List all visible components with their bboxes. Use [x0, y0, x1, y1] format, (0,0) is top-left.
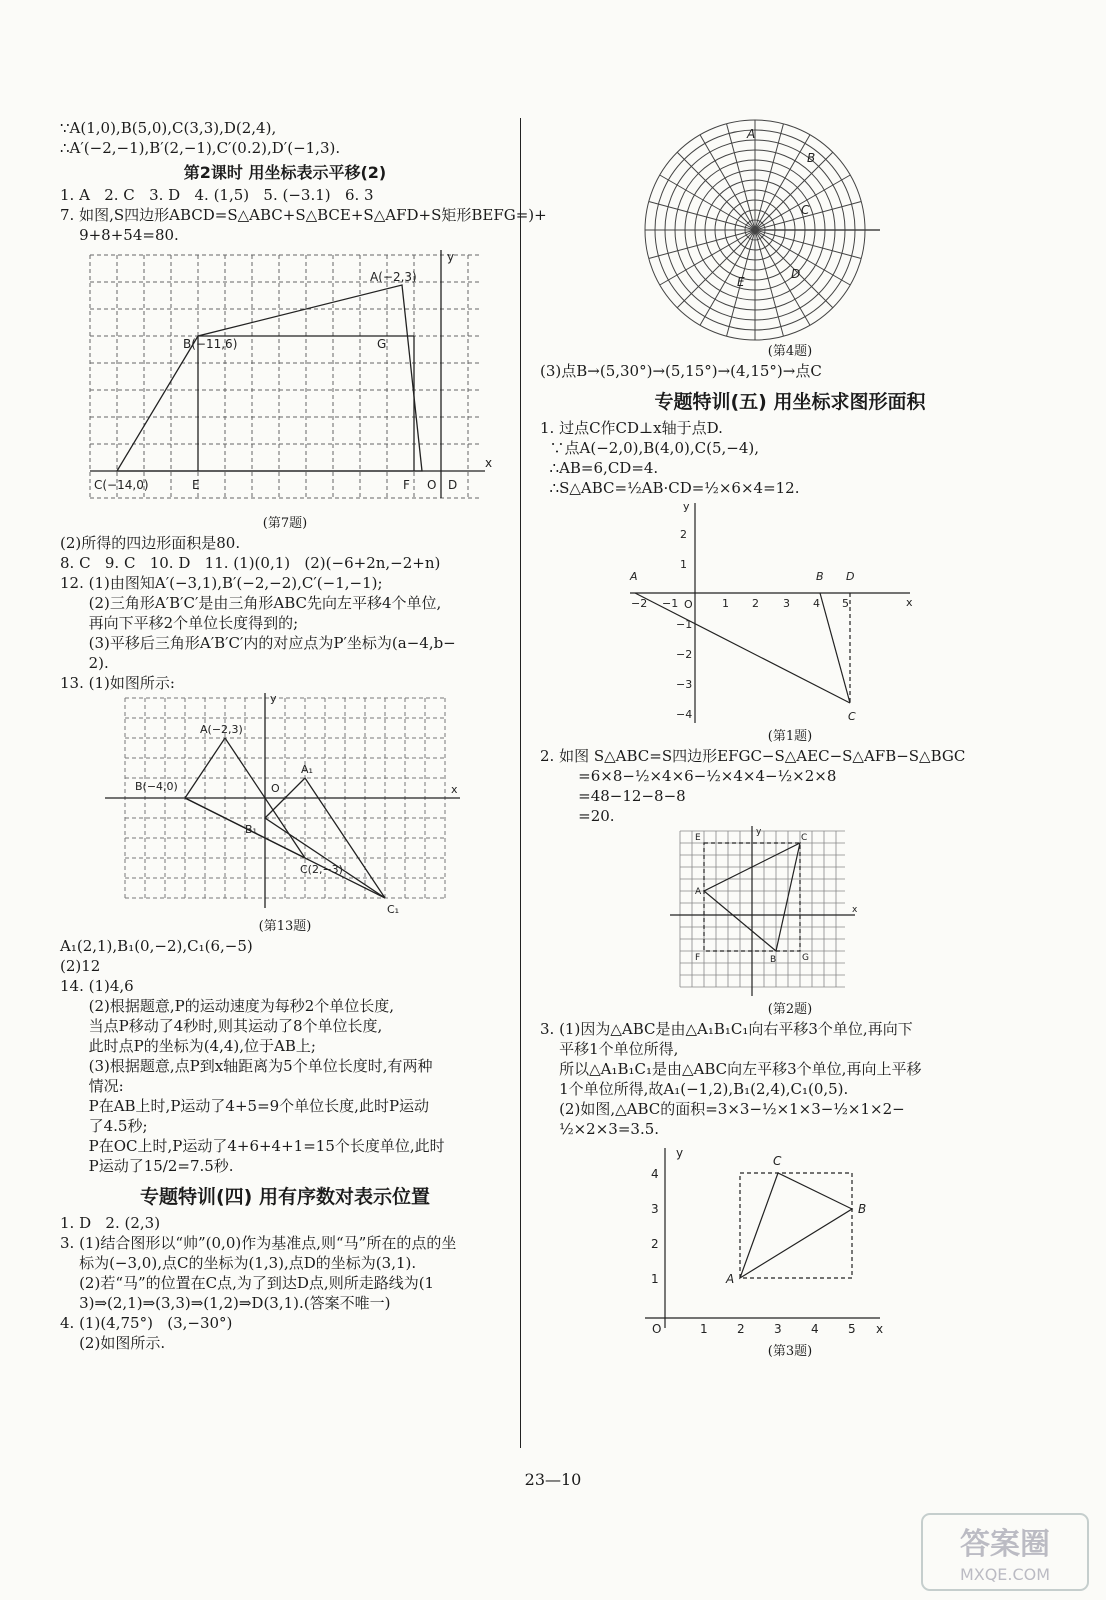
text-line: A₁(2,1),B₁(0,−2),C₁(6,−5)	[60, 937, 253, 955]
fig2-label: A	[695, 887, 702, 897]
polar-ray	[755, 230, 810, 325]
text-line: (2)根据题意,P的运动速度为每秒2个单位长度,	[60, 997, 395, 1015]
fig3-tick: 5	[848, 1322, 856, 1336]
figure-13	[105, 693, 465, 918]
text-line: 2. 如图 S△ABC=S四边形EFGC−S△AEC−S△AFB−S△BGC	[540, 747, 966, 765]
column-divider	[520, 118, 521, 1448]
text-line: ∴S△ABC=½AB·CD=½×6×4=12.	[540, 479, 800, 497]
text-line: 12. (1)由图知A′(−3,1),B′(−2,−2),C′(−1,−1);	[60, 574, 383, 592]
svg-text:答案圈: 答案圈	[960, 1527, 1050, 1562]
polar-ray	[677, 230, 755, 308]
text-line: 3)⇒(2,1)⇒(3,3)⇒(1,2)⇒D(3,1).(答案不唯一)	[60, 1294, 391, 1312]
fig1-label: y	[683, 500, 690, 513]
section-title: 第2课时 用坐标表示平移(2)	[183, 163, 387, 182]
fig1-label: C	[848, 710, 856, 723]
fig7-label: A(−2,3)	[370, 270, 417, 284]
text-line: P在OC上时,P运动了4+6+4+1=15个长度单位,此时	[60, 1137, 445, 1155]
fig7-label: B(−11,6)	[183, 337, 238, 351]
fig7-label: C(−14,0)	[94, 478, 149, 492]
text-line: =20.	[540, 807, 615, 825]
special-section-title: 专题特训(五) 用坐标求图形面积	[654, 391, 926, 413]
text-line: =6×8−½×4×6−½×4×4−½×2×8	[540, 767, 837, 785]
text-line: 2).	[60, 654, 109, 672]
fig4-label: B	[807, 151, 816, 165]
fig3-tick: 2	[651, 1237, 659, 1251]
fig4-label: E	[737, 275, 745, 289]
text-line: 标为(−3,0),点C的坐标为(1,3),点D的坐标为(3,1).	[60, 1254, 417, 1272]
fig4-label: D	[791, 267, 801, 281]
fig7-label: x	[485, 456, 493, 470]
fig1-label: x	[906, 596, 913, 609]
text-line: ½×2×3=3.5.	[540, 1120, 660, 1138]
fig13-label: A₁	[301, 763, 313, 776]
left-column	[60, 118, 547, 1353]
figure-caption: (第13题)	[258, 919, 312, 934]
fig13-label: B(−4,0)	[135, 780, 178, 793]
text-line: ∴A′(−2,−1),B′(2,−1),C′(0.2),D′(−1,3).	[60, 139, 341, 157]
fig7-label: O	[427, 478, 437, 492]
figure-caption: (第2题)	[767, 1002, 813, 1017]
text-line: (2)所得的四边形面积是80.	[60, 534, 241, 552]
text-line: (3)点B→(5,30°)→(5,15°)→(4,15°)→点C	[540, 362, 822, 380]
text-line: 所以△A₁B₁C₁是由△ABC向左平移3个单位,再向上平移	[540, 1060, 922, 1078]
fig1-tick: −1	[676, 618, 693, 631]
figure-1	[620, 498, 920, 728]
text-line: (2)如图,△ABC的面积=3×3−½×1×3−½×1×2−	[540, 1100, 905, 1118]
text-line: (2)12	[60, 957, 101, 975]
text-line: 1. D 2. (2,3)	[60, 1214, 161, 1232]
fig13-label: A(−2,3)	[200, 723, 243, 736]
fig2-label: F	[695, 953, 701, 963]
fig3-tick: 2	[737, 1322, 745, 1336]
fig3-tick: 1	[700, 1322, 708, 1336]
fig1-tick: 3	[783, 597, 790, 610]
text-line: 此时点P的坐标为(4,4),位于AB上;	[60, 1037, 316, 1055]
fig4-label: C	[801, 203, 810, 217]
fig13-label: C(2,−3)	[300, 863, 343, 876]
watermark-logo	[920, 1512, 1090, 1592]
figure-caption: (第4题)	[767, 344, 813, 359]
figure-4	[635, 118, 935, 343]
fig7-label: G	[377, 337, 387, 351]
text-line: (3)根据题意,点P到x轴距离为5个单位长度时,有两种	[60, 1057, 433, 1075]
svg-text:MXQE.COM: MXQE.COM	[959, 1565, 1051, 1584]
text-line: 13. (1)如图所示:	[60, 674, 175, 692]
fig1-tick: −2	[631, 597, 648, 610]
page-number: 23—10	[524, 1470, 582, 1489]
text-line: 了4.5秒;	[60, 1117, 148, 1135]
fig1-tick: −3	[676, 678, 693, 691]
fig3-tick: 3	[651, 1202, 659, 1216]
fig3-label: y	[676, 1146, 684, 1160]
text-line: 4. (1)(4,75°) (3,−30°)	[60, 1314, 233, 1332]
text-line: 1个单位所得,故A₁(−1,2),B₁(2,4),C₁(0,5).	[540, 1080, 849, 1098]
fig1-tick: 1	[722, 597, 729, 610]
polar-ray	[755, 152, 833, 230]
fig1-tick: −2	[676, 648, 693, 661]
polar-ray	[700, 135, 755, 230]
fig7-label: D	[448, 478, 458, 492]
polar-ray	[660, 175, 755, 230]
polar-ray	[677, 152, 755, 230]
fig3-label: C	[773, 1154, 782, 1168]
right-column	[540, 118, 1040, 1361]
fig3-tick: 4	[811, 1322, 819, 1336]
fig2-label: y	[756, 827, 762, 837]
fig2-label: C	[801, 833, 808, 843]
fig2-label: E	[695, 833, 701, 843]
fig1-tick: 4	[813, 597, 820, 610]
polar-ray	[755, 230, 850, 285]
fig13-label: x	[451, 783, 458, 796]
fig2-label: x	[852, 905, 858, 915]
figure-caption: (第3题)	[767, 1344, 813, 1359]
text-line: 3. (1)因为△ABC是由△A₁B₁C₁向右平移3个单位,再向下	[540, 1020, 913, 1038]
fig3-label: B	[858, 1202, 867, 1216]
text-line: 8. C 9. C 10. D 11. (1)(0,1) (2)(−6+2n,−2+n)	[60, 554, 441, 572]
text-line: 1. A 2. C 3. D 4. (1,5) 5. (−3.1) 6. 3	[60, 186, 374, 204]
fig1-tick: −1	[662, 597, 679, 610]
fig2-label: B	[770, 955, 777, 965]
figure-3	[620, 1143, 890, 1343]
text-line: ∵A(1,0),B(5,0),C(3,3),D(2,4),	[60, 119, 277, 137]
text-line: 1. 过点C作CD⊥x轴于点D.	[540, 419, 723, 437]
text-line: 当点P移动了4秒时,则其运动了8个单位长度,	[60, 1017, 383, 1035]
fig3-label: O	[652, 1322, 662, 1336]
fig1-tick: 1	[680, 558, 687, 571]
figure-caption: (第1题)	[767, 729, 813, 744]
text-line: 14. (1)4,6	[60, 977, 134, 995]
fig7-label: y	[447, 250, 455, 264]
figure-caption: (第7题)	[262, 516, 308, 531]
fig1-tick: 5	[842, 597, 849, 610]
fig1-label: O	[684, 598, 693, 611]
fig7-label: F	[403, 478, 410, 492]
fig3-tick: 3	[774, 1322, 782, 1336]
fig1-tick: 2	[752, 597, 759, 610]
text-line: ∵点A(−2,0),B(4,0),C(5,−4),	[540, 439, 759, 457]
text-line: =48−12−8−8	[540, 787, 686, 805]
fig3-label: x	[876, 1322, 884, 1336]
fig3-tick: 4	[651, 1167, 659, 1181]
fig1-label: A	[630, 570, 638, 583]
text-line: 3. (1)结合图形以“帅”(0,0)作为基准点,则“马”所在的点的坐	[60, 1234, 457, 1252]
figure-2	[665, 826, 865, 1001]
fig4-label: A	[747, 127, 756, 141]
text-line: 7. 如图,S四边形ABCD=S△ABC+S△BCE+S△AFD+S矩形BEFG=)+	[60, 206, 547, 224]
text-line: (2)三角形A′B′C′是由三角形ABC先向左平移4个单位,	[60, 594, 442, 612]
fig1-label: B	[816, 570, 824, 583]
text-line: 平移1个单位所得,	[540, 1040, 679, 1058]
fig3-tick: 1	[651, 1272, 659, 1286]
fig3-label: A	[726, 1272, 735, 1286]
fig1-label: D	[846, 570, 855, 583]
fig2-label: G	[802, 953, 809, 963]
fig13-label: C₁	[387, 903, 400, 916]
text-line: (2)若“马”的位置在C点,为了到达D点,则所走路线为(1	[60, 1274, 435, 1292]
text-line: P运动了15/2=7.5秒.	[60, 1157, 234, 1175]
text-line: 情况:	[60, 1077, 124, 1095]
text-line: (2)如图所示.	[60, 1334, 166, 1352]
polar-ray	[700, 230, 755, 325]
text-line: 9+8+54=80.	[60, 226, 179, 244]
text-line: ∴AB=6,CD=4.	[540, 459, 659, 477]
fig13-label: B₁	[245, 823, 257, 836]
text-line: 再向下平移2个单位长度得到的;	[60, 614, 299, 632]
fig13-label: O	[271, 782, 280, 795]
text-line: P在AB上时,P运动了4+5=9个单位长度,此时P运动	[60, 1097, 430, 1115]
text-line: (3)平移后三角形A′B′C′内的对应点为P′坐标为(a−4,b−	[60, 634, 456, 652]
fig1-tick: 2	[680, 528, 687, 541]
fig1-tick: −4	[676, 708, 693, 721]
figure-7	[80, 245, 500, 515]
fig7-label: E	[192, 478, 200, 492]
special-section-title: 专题特训(四) 用有序数对表示位置	[140, 1186, 430, 1208]
fig13-label: y	[270, 693, 277, 705]
intro-lines	[60, 118, 510, 158]
